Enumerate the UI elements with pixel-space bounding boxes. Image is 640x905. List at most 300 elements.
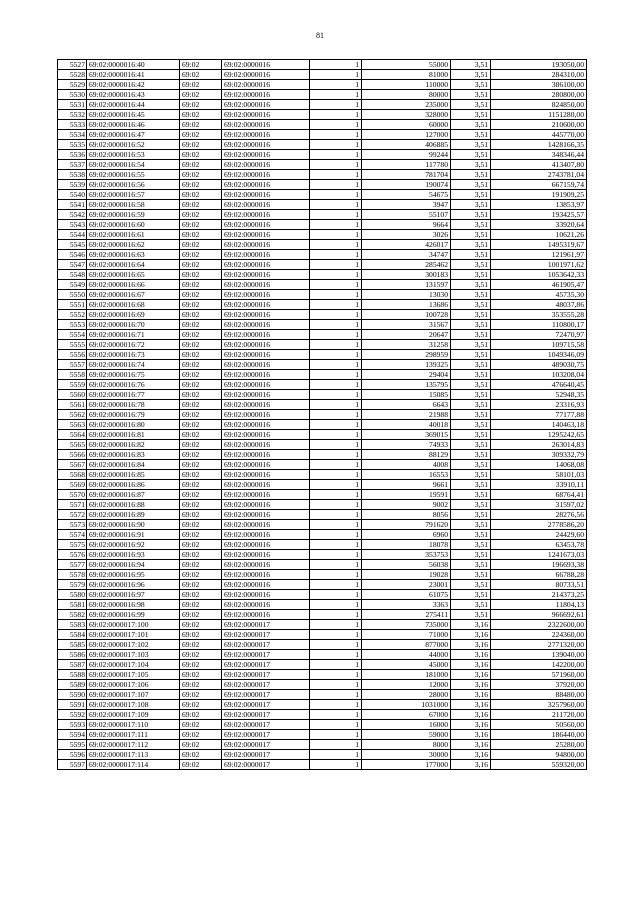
area-cell: 426017 <box>362 240 451 250</box>
area-cell: 177000 <box>362 760 451 770</box>
area-cell: 8000 <box>362 740 451 750</box>
cadastral-number-cell: 69:02:0000017:101 <box>87 630 180 640</box>
count-cell: 1 <box>310 260 362 270</box>
value-cell: 140463,18 <box>491 420 587 430</box>
rate-cell: 3,16 <box>451 620 491 630</box>
table-row <box>58 180 587 190</box>
area-cell: 12000 <box>362 680 451 690</box>
table-row <box>58 550 587 560</box>
area-cell: 406885 <box>362 140 451 150</box>
row-number-cell: 5559 <box>58 380 87 390</box>
value-cell: 110800,17 <box>491 320 587 330</box>
count-cell: 1 <box>310 120 362 130</box>
value-cell: 80733,51 <box>491 580 587 590</box>
rate-cell: 3,16 <box>451 640 491 650</box>
region-code-cell: 69:02 <box>180 610 222 620</box>
count-cell: 1 <box>310 100 362 110</box>
quarter-number-cell: 69:02:0000016 <box>222 130 310 140</box>
rate-cell: 3,51 <box>451 180 491 190</box>
area-cell: 300183 <box>362 270 451 280</box>
table-row <box>58 330 587 340</box>
value-cell: 348346,44 <box>491 150 587 160</box>
area-cell: 328000 <box>362 110 451 120</box>
value-cell: 72470,97 <box>491 330 587 340</box>
rate-cell: 3,16 <box>451 680 491 690</box>
table-row <box>58 630 587 640</box>
table-row <box>58 400 587 410</box>
region-code-cell: 69:02 <box>180 670 222 680</box>
quarter-number-cell: 69:02:0000016 <box>222 160 310 170</box>
table-row <box>58 90 587 100</box>
cadastral-number-cell: 69:02:0000016:78 <box>87 400 180 410</box>
value-cell: 309332,79 <box>491 450 587 460</box>
cadastral-number-cell: 69:02:0000016:82 <box>87 440 180 450</box>
value-cell: 24429,60 <box>491 530 587 540</box>
cadastral-number-cell: 69:02:0000016:77 <box>87 390 180 400</box>
row-number-cell: 5545 <box>58 240 87 250</box>
value-cell: 109715,58 <box>491 340 587 350</box>
area-cell: 31567 <box>362 320 451 330</box>
region-code-cell: 69:02 <box>180 450 222 460</box>
count-cell: 1 <box>310 750 362 760</box>
table-row <box>58 740 587 750</box>
rate-cell: 3,16 <box>451 660 491 670</box>
region-code-cell: 69:02 <box>180 200 222 210</box>
quarter-number-cell: 69:02:0000016 <box>222 480 310 490</box>
count-cell: 1 <box>310 170 362 180</box>
rate-cell: 3,16 <box>451 740 491 750</box>
cadastral-number-cell: 69:02:0000016:99 <box>87 610 180 620</box>
area-cell: 71000 <box>362 630 451 640</box>
region-code-cell: 69:02 <box>180 410 222 420</box>
cadastral-number-cell: 69:02:0000016:79 <box>87 410 180 420</box>
value-cell: 103208,04 <box>491 370 587 380</box>
cadastral-number-cell: 69:02:0000016:58 <box>87 200 180 210</box>
rate-cell: 3,51 <box>451 110 491 120</box>
row-number-cell: 5594 <box>58 730 87 740</box>
rate-cell: 3,51 <box>451 90 491 100</box>
table-row <box>58 130 587 140</box>
quarter-number-cell: 69:02:0000016 <box>222 300 310 310</box>
cadastral-number-cell: 69:02:0000016:56 <box>87 180 180 190</box>
region-code-cell: 69:02 <box>180 690 222 700</box>
value-cell: 445770,00 <box>491 130 587 140</box>
area-cell: 80000 <box>362 90 451 100</box>
table-row <box>58 450 587 460</box>
table-row <box>58 390 587 400</box>
quarter-number-cell: 69:02:0000016 <box>222 420 310 430</box>
rate-cell: 3,51 <box>451 590 491 600</box>
table-row <box>58 240 587 250</box>
quarter-number-cell: 69:02:0000017 <box>222 720 310 730</box>
row-number-cell: 5597 <box>58 760 87 770</box>
cadastral-number-cell: 69:02:0000016:66 <box>87 280 180 290</box>
value-cell: 280800,00 <box>491 90 587 100</box>
region-code-cell: 69:02 <box>180 490 222 500</box>
quarter-number-cell: 69:02:0000017 <box>222 750 310 760</box>
value-cell: 31597,02 <box>491 500 587 510</box>
row-number-cell: 5570 <box>58 490 87 500</box>
value-cell: 489030,75 <box>491 360 587 370</box>
table-row <box>58 680 587 690</box>
cadastral-number-cell: 69:02:0000017:109 <box>87 710 180 720</box>
count-cell: 1 <box>310 440 362 450</box>
row-number-cell: 5569 <box>58 480 87 490</box>
cadastral-number-cell: 69:02:0000016:93 <box>87 550 180 560</box>
row-number-cell: 5576 <box>58 550 87 560</box>
cadastral-number-cell: 69:02:0000017:112 <box>87 740 180 750</box>
rate-cell: 3,16 <box>451 700 491 710</box>
table-row <box>58 660 587 670</box>
region-code-cell: 69:02 <box>180 190 222 200</box>
value-cell: 142200,00 <box>491 660 587 670</box>
table-row <box>58 460 587 470</box>
region-code-cell: 69:02 <box>180 630 222 640</box>
value-cell: 1151280,00 <box>491 110 587 120</box>
rate-cell: 3,51 <box>451 470 491 480</box>
count-cell: 1 <box>310 580 362 590</box>
table-row <box>58 510 587 520</box>
row-number-cell: 5580 <box>58 590 87 600</box>
table-row <box>58 120 587 130</box>
rate-cell: 3,51 <box>451 510 491 520</box>
value-cell: 210600,00 <box>491 120 587 130</box>
table-row <box>58 440 587 450</box>
value-cell: 193425,57 <box>491 210 587 220</box>
value-cell: 214373,25 <box>491 590 587 600</box>
cadastral-number-cell: 69:02:0000016:52 <box>87 140 180 150</box>
count-cell: 1 <box>310 490 362 500</box>
table-row <box>58 80 587 90</box>
quarter-number-cell: 69:02:0000016 <box>222 360 310 370</box>
rate-cell: 3,51 <box>451 490 491 500</box>
quarter-number-cell: 69:02:0000016 <box>222 340 310 350</box>
cadastral-number-cell: 69:02:0000016:45 <box>87 110 180 120</box>
rate-cell: 3,51 <box>451 160 491 170</box>
area-cell: 16553 <box>362 470 451 480</box>
row-number-cell: 5538 <box>58 170 87 180</box>
cadastral-number-cell: 69:02:0000016:70 <box>87 320 180 330</box>
area-cell: 139325 <box>362 360 451 370</box>
row-number-cell: 5588 <box>58 670 87 680</box>
area-cell: 181000 <box>362 670 451 680</box>
region-code-cell: 69:02 <box>180 120 222 130</box>
region-code-cell: 69:02 <box>180 550 222 560</box>
quarter-number-cell: 69:02:0000016 <box>222 90 310 100</box>
cadastral-number-cell: 69:02:0000016:57 <box>87 190 180 200</box>
row-number-cell: 5561 <box>58 400 87 410</box>
rate-cell: 3,51 <box>451 550 491 560</box>
region-code-cell: 69:02 <box>180 180 222 190</box>
table-row <box>58 760 587 770</box>
region-code-cell: 69:02 <box>180 250 222 260</box>
rate-cell: 3,16 <box>451 630 491 640</box>
row-number-cell: 5529 <box>58 80 87 90</box>
row-number-cell: 5555 <box>58 340 87 350</box>
table-row <box>58 730 587 740</box>
table-row <box>58 250 587 260</box>
cadastral-number-cell: 69:02:0000016:63 <box>87 250 180 260</box>
area-cell: 285462 <box>362 260 451 270</box>
rate-cell: 3,51 <box>451 460 491 470</box>
cadastral-number-cell: 69:02:0000016:90 <box>87 520 180 530</box>
quarter-number-cell: 69:02:0000017 <box>222 670 310 680</box>
count-cell: 1 <box>310 480 362 490</box>
area-cell: 735000 <box>362 620 451 630</box>
count-cell: 1 <box>310 510 362 520</box>
cadastral-number-cell: 69:02:0000016:69 <box>87 310 180 320</box>
rate-cell: 3,51 <box>451 300 491 310</box>
cadastral-number-cell: 69:02:0000016:68 <box>87 300 180 310</box>
count-cell: 1 <box>310 450 362 460</box>
table-row <box>58 220 587 230</box>
count-cell: 1 <box>310 500 362 510</box>
quarter-number-cell: 69:02:0000017 <box>222 740 310 750</box>
area-cell: 19591 <box>362 490 451 500</box>
table-row <box>58 190 587 200</box>
area-cell: 135795 <box>362 380 451 390</box>
table-row <box>58 600 587 610</box>
area-cell: 3947 <box>362 200 451 210</box>
quarter-number-cell: 69:02:0000016 <box>222 60 310 70</box>
rate-cell: 3,51 <box>451 370 491 380</box>
value-cell: 66788,28 <box>491 570 587 580</box>
page-number: 81 <box>316 31 324 40</box>
value-cell: 196693,38 <box>491 560 587 570</box>
rate-cell: 3,51 <box>451 290 491 300</box>
rate-cell: 3,51 <box>451 330 491 340</box>
cadastral-number-cell: 69:02:0000016:53 <box>87 150 180 160</box>
value-cell: 353555,28 <box>491 310 587 320</box>
row-number-cell: 5535 <box>58 140 87 150</box>
row-number-cell: 5595 <box>58 740 87 750</box>
table-row <box>58 160 587 170</box>
value-cell: 48037,86 <box>491 300 587 310</box>
count-cell: 1 <box>310 270 362 280</box>
quarter-number-cell: 69:02:0000016 <box>222 370 310 380</box>
quarter-number-cell: 69:02:0000016 <box>222 600 310 610</box>
count-cell: 1 <box>310 340 362 350</box>
quarter-number-cell: 69:02:0000016 <box>222 120 310 130</box>
count-cell: 1 <box>310 90 362 100</box>
cadastral-number-cell: 69:02:0000016:41 <box>87 70 180 80</box>
region-code-cell: 69:02 <box>180 750 222 760</box>
quarter-number-cell: 69:02:0000017 <box>222 730 310 740</box>
row-number-cell: 5537 <box>58 160 87 170</box>
row-number-cell: 5556 <box>58 350 87 360</box>
quarter-number-cell: 69:02:0000016 <box>222 350 310 360</box>
area-cell: 9664 <box>362 220 451 230</box>
rate-cell: 3,51 <box>451 210 491 220</box>
count-cell: 1 <box>310 110 362 120</box>
area-cell: 127000 <box>362 130 451 140</box>
region-code-cell: 69:02 <box>180 280 222 290</box>
row-number-cell: 5582 <box>58 610 87 620</box>
row-number-cell: 5593 <box>58 720 87 730</box>
area-cell: 54675 <box>362 190 451 200</box>
table-row <box>58 300 587 310</box>
area-cell: 9002 <box>362 500 451 510</box>
cadastral-number-cell: 69:02:0000016:95 <box>87 570 180 580</box>
count-cell: 1 <box>310 720 362 730</box>
region-code-cell: 69:02 <box>180 140 222 150</box>
table-row <box>58 650 587 660</box>
cadastral-number-cell: 69:02:0000017:107 <box>87 690 180 700</box>
region-code-cell: 69:02 <box>180 730 222 740</box>
row-number-cell: 5574 <box>58 530 87 540</box>
rate-cell: 3,51 <box>451 530 491 540</box>
cadastral-number-cell: 69:02:0000016:88 <box>87 500 180 510</box>
cadastral-number-cell: 69:02:0000016:61 <box>87 230 180 240</box>
rate-cell: 3,51 <box>451 480 491 490</box>
value-cell: 37920,00 <box>491 680 587 690</box>
rate-cell: 3,51 <box>451 140 491 150</box>
table-row <box>58 280 587 290</box>
count-cell: 1 <box>310 570 362 580</box>
region-code-cell: 69:02 <box>180 340 222 350</box>
region-code-cell: 69:02 <box>180 210 222 220</box>
value-cell: 1241673,03 <box>491 550 587 560</box>
region-code-cell: 69:02 <box>180 500 222 510</box>
region-code-cell: 69:02 <box>180 90 222 100</box>
value-cell: 11804,13 <box>491 600 587 610</box>
cadastral-number-cell: 69:02:0000016:87 <box>87 490 180 500</box>
region-code-cell: 69:02 <box>180 620 222 630</box>
rate-cell: 3,51 <box>451 520 491 530</box>
rate-cell: 3,51 <box>451 250 491 260</box>
region-code-cell: 69:02 <box>180 540 222 550</box>
region-code-cell: 69:02 <box>180 330 222 340</box>
table-row <box>58 110 587 120</box>
value-cell: 2778586,20 <box>491 520 587 530</box>
table-row <box>58 620 587 630</box>
region-code-cell: 69:02 <box>180 270 222 280</box>
row-number-cell: 5583 <box>58 620 87 630</box>
count-cell: 1 <box>310 400 362 410</box>
quarter-number-cell: 69:02:0000016 <box>222 280 310 290</box>
area-cell: 18078 <box>362 540 451 550</box>
row-number-cell: 5539 <box>58 180 87 190</box>
region-code-cell: 69:02 <box>180 760 222 770</box>
region-code-cell: 69:02 <box>180 300 222 310</box>
count-cell: 1 <box>310 280 362 290</box>
row-number-cell: 5589 <box>58 680 87 690</box>
rate-cell: 3,51 <box>451 400 491 410</box>
row-number-cell: 5541 <box>58 200 87 210</box>
rate-cell: 3,16 <box>451 750 491 760</box>
value-cell: 1295242,65 <box>491 430 587 440</box>
region-code-cell: 69:02 <box>180 560 222 570</box>
cadastral-number-cell: 69:02:0000016:67 <box>87 290 180 300</box>
rate-cell: 3,51 <box>451 60 491 70</box>
region-code-cell: 69:02 <box>180 110 222 120</box>
area-cell: 16000 <box>362 720 451 730</box>
cadastral-number-cell: 69:02:0000017:106 <box>87 680 180 690</box>
value-cell: 186440,00 <box>491 730 587 740</box>
table-row <box>58 380 587 390</box>
rate-cell: 3,51 <box>451 560 491 570</box>
value-cell: 88480,00 <box>491 690 587 700</box>
row-number-cell: 5530 <box>58 90 87 100</box>
row-number-cell: 5558 <box>58 370 87 380</box>
value-cell: 50560,00 <box>491 720 587 730</box>
quarter-number-cell: 69:02:0000016 <box>222 310 310 320</box>
row-number-cell: 5581 <box>58 600 87 610</box>
count-cell: 1 <box>310 310 362 320</box>
quarter-number-cell: 69:02:0000016 <box>222 270 310 280</box>
count-cell: 1 <box>310 700 362 710</box>
table-row <box>58 700 587 710</box>
row-number-cell: 5547 <box>58 260 87 270</box>
count-cell: 1 <box>310 630 362 640</box>
row-number-cell: 5560 <box>58 390 87 400</box>
row-number-cell: 5552 <box>58 310 87 320</box>
area-cell: 235000 <box>362 100 451 110</box>
rate-cell: 3,51 <box>451 280 491 290</box>
area-cell: 9661 <box>362 480 451 490</box>
count-cell: 1 <box>310 620 362 630</box>
value-cell: 25280,00 <box>491 740 587 750</box>
table-row <box>58 670 587 680</box>
rate-cell: 3,51 <box>451 450 491 460</box>
area-cell: 131597 <box>362 280 451 290</box>
count-cell: 1 <box>310 160 362 170</box>
quarter-number-cell: 69:02:0000016 <box>222 380 310 390</box>
region-code-cell: 69:02 <box>180 520 222 530</box>
table-row <box>58 410 587 420</box>
region-code-cell: 69:02 <box>180 660 222 670</box>
row-number-cell: 5584 <box>58 630 87 640</box>
area-cell: 34747 <box>362 250 451 260</box>
table-row <box>58 500 587 510</box>
quarter-number-cell: 69:02:0000016 <box>222 170 310 180</box>
count-cell: 1 <box>310 290 362 300</box>
region-code-cell: 69:02 <box>180 390 222 400</box>
region-code-cell: 69:02 <box>180 100 222 110</box>
count-cell: 1 <box>310 350 362 360</box>
value-cell: 63453,78 <box>491 540 587 550</box>
value-cell: 211720,00 <box>491 710 587 720</box>
quarter-number-cell: 69:02:0000016 <box>222 430 310 440</box>
count-cell: 1 <box>310 250 362 260</box>
quarter-number-cell: 69:02:0000016 <box>222 140 310 150</box>
table-row <box>58 140 587 150</box>
quarter-number-cell: 69:02:0000016 <box>222 80 310 90</box>
table-row <box>58 70 587 80</box>
rate-cell: 3,51 <box>451 420 491 430</box>
area-cell: 190074 <box>362 180 451 190</box>
cadastral-number-cell: 69:02:0000016:75 <box>87 370 180 380</box>
quarter-number-cell: 69:02:0000016 <box>222 190 310 200</box>
value-cell: 45735,30 <box>491 290 587 300</box>
cadastral-number-cell: 69:02:0000017:104 <box>87 660 180 670</box>
quarter-number-cell: 69:02:0000016 <box>222 290 310 300</box>
count-cell: 1 <box>310 360 362 370</box>
area-cell: 28000 <box>362 690 451 700</box>
area-cell: 8056 <box>362 510 451 520</box>
row-number-cell: 5571 <box>58 500 87 510</box>
region-code-cell: 69:02 <box>180 460 222 470</box>
quarter-number-cell: 69:02:0000017 <box>222 630 310 640</box>
value-cell: 263014,83 <box>491 440 587 450</box>
count-cell: 1 <box>310 610 362 620</box>
area-cell: 369015 <box>362 430 451 440</box>
row-number-cell: 5554 <box>58 330 87 340</box>
cadastral-number-cell: 69:02:0000016:94 <box>87 560 180 570</box>
region-code-cell: 69:02 <box>180 650 222 660</box>
quarter-number-cell: 69:02:0000016 <box>222 390 310 400</box>
value-cell: 1053642,33 <box>491 270 587 280</box>
